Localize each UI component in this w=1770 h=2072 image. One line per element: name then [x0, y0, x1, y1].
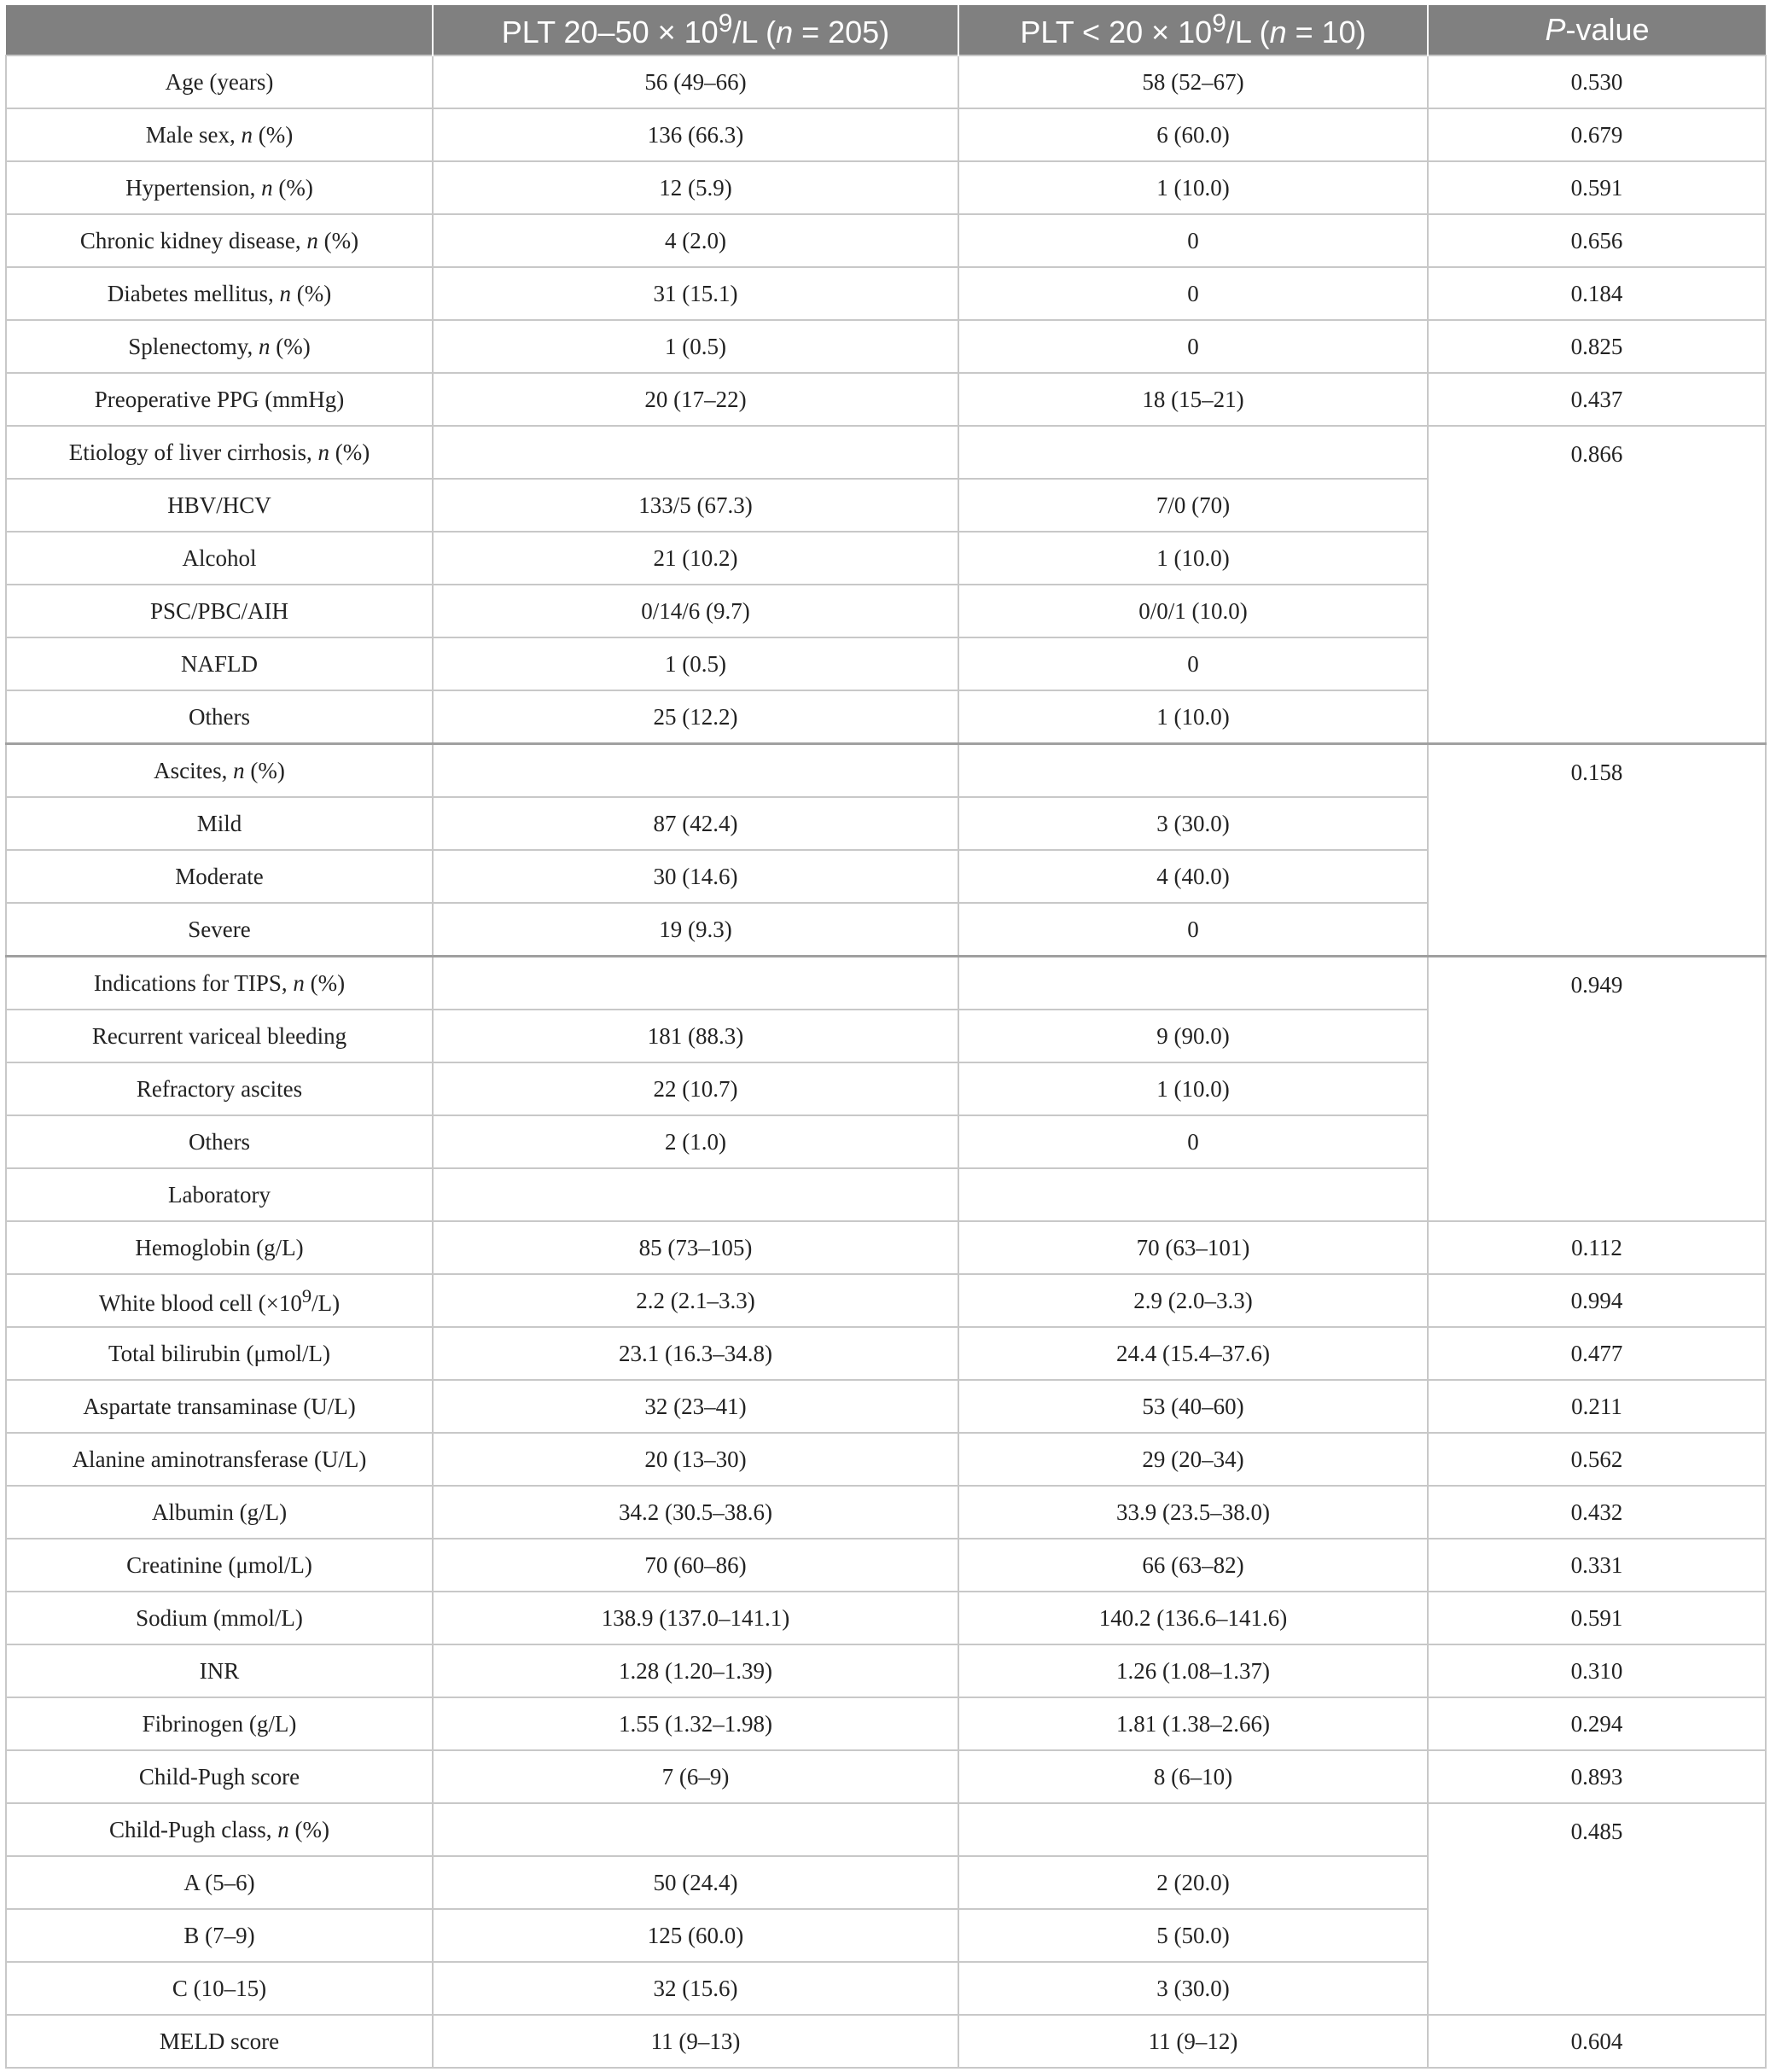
header-superscript: 9	[1212, 9, 1226, 38]
characteristic-label: B (7–9)	[183, 1922, 255, 1948]
group2-value-cell: 0/0/1 (10.0)	[958, 585, 1428, 637]
header-characteristics	[6, 5, 433, 55]
characteristic-label: Splenectomy,	[128, 333, 259, 359]
group1-value-cell: 11 (9–13)	[433, 2015, 958, 2068]
characteristic-label: HBV/HCV	[167, 492, 271, 518]
characteristic-label: Ascites,	[154, 757, 234, 783]
group2-value-cell: 1 (10.0)	[958, 690, 1428, 744]
characteristic-superscript: 9	[301, 1284, 312, 1307]
pvalue-cell: 0.331	[1428, 1539, 1766, 1592]
characteristic-label: Etiology of liver cirrhosis,	[68, 439, 318, 465]
characteristic-cell	[6, 1010, 433, 1062]
header-text: = 205)	[793, 15, 890, 49]
group2-value-cell: 2.9 (2.0–3.3)	[958, 1274, 1428, 1327]
characteristic-label: Hypertension,	[125, 174, 262, 201]
characteristic-italic: n	[306, 227, 318, 253]
table-row	[6, 1697, 1766, 1750]
table-row	[6, 373, 1766, 426]
characteristic-label: Creatinine (μmol/L)	[126, 1551, 312, 1578]
group2-value-cell	[958, 1168, 1428, 1221]
group1-value-cell: 22 (10.7)	[433, 1062, 958, 1115]
characteristic-label-suffix: (%)	[290, 280, 332, 306]
characteristic-label: Total bilirubin (μmol/L)	[108, 1340, 331, 1366]
characteristic-label: MELD score	[159, 2028, 280, 2054]
characteristic-label: Age (years)	[165, 68, 274, 95]
group1-value-cell	[433, 1168, 958, 1221]
header-text: -value	[1565, 12, 1650, 47]
pvalue-cell: 0.477	[1428, 1327, 1766, 1380]
group1-value-cell	[433, 744, 958, 798]
characteristic-label: Albumin (g/L)	[151, 1499, 288, 1525]
pvalue-cell: 0.591	[1428, 161, 1766, 214]
group1-value-cell: 133/5 (67.3)	[433, 479, 958, 532]
characteristic-label: Hemoglobin (g/L)	[135, 1234, 304, 1260]
characteristic-label: Alanine aminotransferase (U/L)	[72, 1446, 367, 1472]
table-header	[6, 5, 1766, 55]
characteristic-cell	[6, 532, 433, 585]
characteristic-cell	[6, 2015, 433, 2068]
characteristic-cell	[6, 373, 433, 426]
characteristic-label: A (5–6)	[183, 1869, 255, 1895]
characteristic-label: PSC/PBC/AIH	[149, 597, 289, 624]
group1-value-cell: 1 (0.5)	[433, 320, 958, 373]
characteristic-cell	[6, 1697, 433, 1750]
characteristic-label: White blood cell (×10	[98, 1289, 302, 1316]
pvalue-cell: 0.310	[1428, 1644, 1766, 1697]
characteristic-italic: n	[261, 174, 273, 201]
characteristic-cell	[6, 1274, 433, 1327]
pvalue-cell: 0.656	[1428, 214, 1766, 267]
group1-value-cell: 30 (14.6)	[433, 850, 958, 903]
group2-value-cell: 1 (10.0)	[958, 1062, 1428, 1115]
characteristic-italic: n	[317, 439, 329, 465]
characteristic-cell	[6, 744, 433, 798]
table-row	[6, 1803, 1766, 1856]
pvalue-cell: 0.562	[1428, 1433, 1766, 1486]
characteristic-label: Laboratory	[168, 1181, 271, 1208]
characteristic-italic: n	[279, 280, 291, 306]
group2-value-cell	[958, 744, 1428, 798]
characteristic-label: Recurrent variceal bleeding	[91, 1022, 347, 1049]
group2-value-cell: 0	[958, 903, 1428, 957]
characteristic-cell	[6, 1168, 433, 1221]
group2-value-cell: 24.4 (15.4–37.6)	[958, 1327, 1428, 1380]
table-row	[6, 1221, 1766, 1274]
group1-value-cell: 12 (5.9)	[433, 161, 958, 214]
characteristic-label: Indications for TIPS,	[93, 969, 294, 996]
characteristic-label: NAFLD	[180, 650, 258, 677]
pvalue-cell: 0.211	[1428, 1380, 1766, 1433]
characteristic-label: Aspartate transaminase (U/L)	[83, 1393, 356, 1419]
group2-value-cell: 3 (30.0)	[958, 797, 1428, 850]
group2-value-cell: 11 (9–12)	[958, 2015, 1428, 2068]
characteristic-label: Mild	[196, 810, 242, 836]
group2-value-cell: 33.9 (23.5–38.0)	[958, 1486, 1428, 1539]
characteristic-label-suffix: /L)	[311, 1289, 341, 1316]
group2-value-cell	[958, 426, 1428, 479]
group1-value-cell: 181 (88.3)	[433, 1010, 958, 1062]
characteristic-cell	[6, 426, 433, 479]
table-row	[6, 1327, 1766, 1380]
characteristic-label: Fibrinogen (g/L)	[142, 1710, 297, 1737]
header-italic: n	[776, 15, 794, 49]
characteristic-italic: n	[293, 969, 305, 996]
table-row	[6, 1644, 1766, 1697]
group1-value-cell: 138.9 (137.0–141.1)	[433, 1592, 958, 1644]
group2-value-cell: 0	[958, 267, 1428, 320]
group1-value-cell	[433, 1803, 958, 1856]
group1-value-cell: 1.28 (1.20–1.39)	[433, 1644, 958, 1697]
pvalue-cell: 0.949	[1428, 957, 1766, 1222]
group2-value-cell: 4 (40.0)	[958, 850, 1428, 903]
group2-value-cell: 0	[958, 637, 1428, 690]
group1-value-cell: 1 (0.5)	[433, 637, 958, 690]
pvalue-cell: 0.679	[1428, 108, 1766, 161]
characteristic-label-suffix: (%)	[329, 439, 370, 465]
pvalue-cell: 0.994	[1428, 1274, 1766, 1327]
header-group1	[433, 5, 958, 55]
table-row	[6, 957, 1766, 1010]
table-row	[6, 744, 1766, 798]
characteristic-cell	[6, 1539, 433, 1592]
characteristic-cell	[6, 797, 433, 850]
characteristic-cell	[6, 1327, 433, 1380]
group1-value-cell: 125 (60.0)	[433, 1909, 958, 1962]
characteristic-label: Others	[189, 1128, 250, 1155]
table-row	[6, 1433, 1766, 1486]
characteristics-table-container	[5, 5, 1765, 2069]
characteristic-cell	[6, 1221, 433, 1274]
group1-value-cell: 20 (17–22)	[433, 373, 958, 426]
group2-value-cell	[958, 1803, 1428, 1856]
table-row	[6, 1592, 1766, 1644]
group1-value-cell: 7 (6–9)	[433, 1750, 958, 1803]
characteristic-cell	[6, 1486, 433, 1539]
group1-value-cell: 19 (9.3)	[433, 903, 958, 957]
table-row	[6, 1380, 1766, 1433]
characteristic-cell	[6, 1803, 433, 1856]
characteristic-label: Chronic kidney disease,	[79, 227, 307, 253]
characteristic-label: Moderate	[175, 863, 264, 889]
pvalue-cell: 0.158	[1428, 744, 1766, 957]
characteristic-label-suffix: (%)	[244, 757, 285, 783]
group1-value-cell: 25 (12.2)	[433, 690, 958, 744]
group2-value-cell: 70 (63–101)	[958, 1221, 1428, 1274]
group1-value-cell: 32 (23–41)	[433, 1380, 958, 1433]
pvalue-cell: 0.604	[1428, 2015, 1766, 2068]
group1-value-cell: 50 (24.4)	[433, 1856, 958, 1909]
header-text: PLT 20–50 × 10	[501, 15, 719, 49]
characteristic-cell	[6, 1433, 433, 1486]
group1-value-cell: 1.55 (1.32–1.98)	[433, 1697, 958, 1750]
group2-value-cell: 8 (6–10)	[958, 1750, 1428, 1803]
characteristic-cell	[6, 1750, 433, 1803]
characteristic-cell	[6, 55, 433, 108]
group2-value-cell: 18 (15–21)	[958, 373, 1428, 426]
group1-value-cell: 2.2 (2.1–3.3)	[433, 1274, 958, 1327]
characteristic-label: Alcohol	[182, 544, 257, 571]
group1-value-cell: 87 (42.4)	[433, 797, 958, 850]
group1-value-cell: 34.2 (30.5–38.6)	[433, 1486, 958, 1539]
characteristic-cell	[6, 267, 433, 320]
pvalue-cell: 0.112	[1428, 1221, 1766, 1274]
characteristic-cell	[6, 161, 433, 214]
group2-value-cell: 53 (40–60)	[958, 1380, 1428, 1433]
pvalue-cell: 0.432	[1428, 1486, 1766, 1539]
group2-value-cell: 1.26 (1.08–1.37)	[958, 1644, 1428, 1697]
group2-value-cell: 1.81 (1.38–2.66)	[958, 1697, 1428, 1750]
header-text: = 10)	[1286, 15, 1366, 49]
table-row	[6, 1539, 1766, 1592]
group2-value-cell: 6 (60.0)	[958, 108, 1428, 161]
characteristics-table	[5, 5, 1767, 2069]
group2-value-cell: 9 (90.0)	[958, 1010, 1428, 1062]
group1-value-cell: 85 (73–105)	[433, 1221, 958, 1274]
group1-value-cell: 2 (1.0)	[433, 1115, 958, 1168]
group2-value-cell: 0	[958, 320, 1428, 373]
header-pvalue	[1428, 5, 1766, 55]
table-row	[6, 161, 1766, 214]
characteristic-cell	[6, 479, 433, 532]
group2-value-cell: 1 (10.0)	[958, 161, 1428, 214]
characteristic-italic: n	[277, 1816, 289, 1842]
header-superscript: 9	[718, 9, 733, 38]
pvalue-cell: 0.485	[1428, 1803, 1766, 2015]
group1-value-cell: 31 (15.1)	[433, 267, 958, 320]
table-row	[6, 267, 1766, 320]
group1-value-cell: 23.1 (16.3–34.8)	[433, 1327, 958, 1380]
group2-value-cell: 2 (20.0)	[958, 1856, 1428, 1909]
table-row	[6, 1274, 1766, 1327]
table-row	[6, 108, 1766, 161]
characteristic-cell	[6, 1062, 433, 1115]
characteristic-cell	[6, 850, 433, 903]
group2-value-cell	[958, 957, 1428, 1010]
pvalue-cell: 0.184	[1428, 267, 1766, 320]
header-text: /L (	[1226, 15, 1270, 49]
group2-value-cell: 3 (30.0)	[958, 1962, 1428, 2015]
group1-value-cell	[433, 957, 958, 1010]
group2-value-cell: 5 (50.0)	[958, 1909, 1428, 1962]
characteristic-italic: n	[258, 333, 271, 359]
characteristic-label: Severe	[188, 916, 251, 942]
pvalue-cell: 0.591	[1428, 1592, 1766, 1644]
characteristic-label: Preoperative PPG (mmHg)	[94, 386, 345, 412]
characteristic-cell	[6, 108, 433, 161]
characteristic-italic: n	[241, 121, 253, 148]
characteristic-label-suffix: (%)	[288, 1816, 329, 1842]
characteristic-cell	[6, 1909, 433, 1962]
table-row	[6, 1486, 1766, 1539]
pvalue-cell: 0.893	[1428, 1750, 1766, 1803]
table-row	[6, 1750, 1766, 1803]
characteristic-cell	[6, 1380, 433, 1433]
group2-value-cell: 1 (10.0)	[958, 532, 1428, 585]
characteristic-label: Refractory ascites	[136, 1075, 303, 1102]
group1-value-cell: 4 (2.0)	[433, 214, 958, 267]
header-text: /L (	[732, 15, 777, 49]
characteristic-label-suffix: (%)	[252, 121, 294, 148]
pvalue-cell: 0.866	[1428, 426, 1766, 744]
characteristic-label: Others	[189, 703, 250, 730]
group1-value-cell	[433, 426, 958, 479]
characteristic-label-suffix: (%)	[272, 174, 313, 201]
group1-value-cell: 136 (66.3)	[433, 108, 958, 161]
pvalue-cell: 0.437	[1428, 373, 1766, 426]
characteristic-cell	[6, 637, 433, 690]
header-row	[6, 5, 1766, 55]
table-row	[6, 2015, 1766, 2068]
characteristic-cell	[6, 214, 433, 267]
characteristic-cell	[6, 1962, 433, 2015]
group2-value-cell: 29 (20–34)	[958, 1433, 1428, 1486]
pvalue-cell: 0.530	[1428, 55, 1766, 108]
characteristic-label-suffix: (%)	[304, 969, 346, 996]
header-group2	[958, 5, 1428, 55]
characteristic-cell	[6, 320, 433, 373]
group1-value-cell: 21 (10.2)	[433, 532, 958, 585]
characteristic-cell	[6, 1115, 433, 1168]
pvalue-cell: 0.825	[1428, 320, 1766, 373]
group2-value-cell: 7/0 (70)	[958, 479, 1428, 532]
group2-value-cell: 0	[958, 1115, 1428, 1168]
header-text: PLT < 20 × 10	[1020, 15, 1213, 49]
characteristic-cell	[6, 1592, 433, 1644]
characteristic-label: Diabetes mellitus,	[107, 280, 280, 306]
characteristic-cell	[6, 903, 433, 957]
header-italic: P	[1545, 12, 1566, 47]
group1-value-cell: 20 (13–30)	[433, 1433, 958, 1486]
table-row	[6, 426, 1766, 479]
characteristic-label-suffix: (%)	[270, 333, 311, 359]
group1-value-cell: 32 (15.6)	[433, 1962, 958, 2015]
characteristic-cell	[6, 1644, 433, 1697]
characteristic-label: INR	[199, 1657, 240, 1684]
characteristic-cell	[6, 585, 433, 637]
table-row	[6, 320, 1766, 373]
characteristic-label-suffix: (%)	[317, 227, 359, 253]
characteristic-label: Male sex,	[145, 121, 242, 148]
group2-value-cell: 58 (52–67)	[958, 55, 1428, 108]
characteristic-cell	[6, 957, 433, 1010]
group2-value-cell: 140.2 (136.6–141.6)	[958, 1592, 1428, 1644]
group2-value-cell: 66 (63–82)	[958, 1539, 1428, 1592]
characteristic-cell	[6, 690, 433, 744]
table-body	[6, 55, 1766, 2068]
group1-value-cell: 56 (49–66)	[433, 55, 958, 108]
characteristic-label: Sodium (mmol/L)	[136, 1604, 303, 1631]
characteristic-label: Child-Pugh score	[138, 1763, 300, 1790]
pvalue-cell: 0.294	[1428, 1697, 1766, 1750]
table-row	[6, 55, 1766, 108]
characteristic-cell	[6, 1856, 433, 1909]
characteristic-label: C (10–15)	[172, 1975, 267, 2001]
group2-value-cell: 0	[958, 214, 1428, 267]
group1-value-cell: 0/14/6 (9.7)	[433, 585, 958, 637]
header-italic: n	[1269, 15, 1287, 49]
characteristic-label: Child-Pugh class,	[109, 1816, 278, 1842]
table-row	[6, 214, 1766, 267]
group1-value-cell: 70 (60–86)	[433, 1539, 958, 1592]
characteristic-italic: n	[233, 757, 245, 783]
